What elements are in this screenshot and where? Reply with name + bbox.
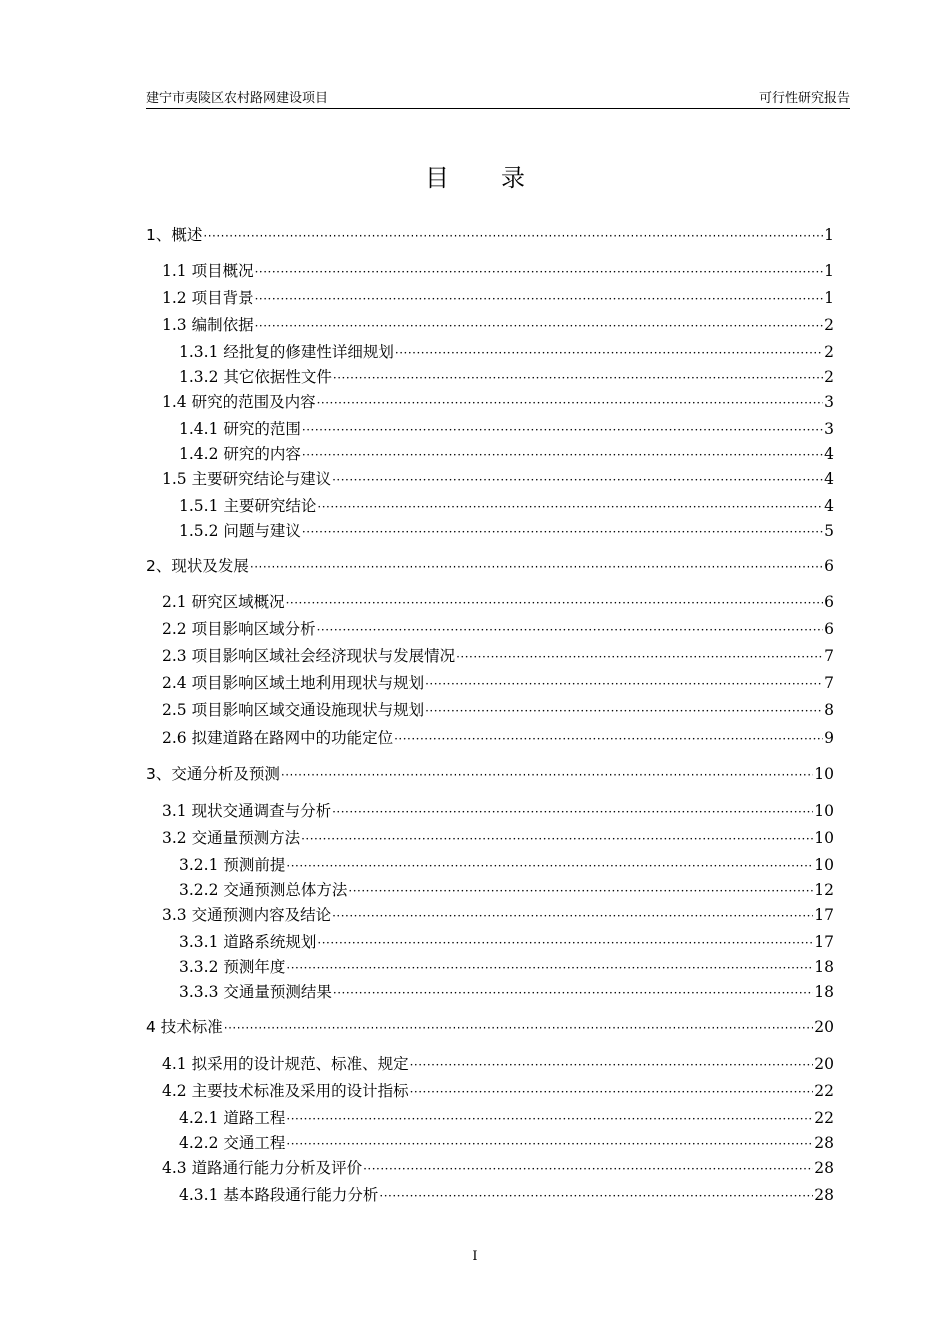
toc-entry[interactable]	[146, 555, 834, 577]
toc-entry-page: 22	[814, 1082, 834, 1100]
toc-dot-leader	[394, 728, 823, 750]
toc-entry-label: 3.2.2 交通预测总体方法	[179, 881, 348, 899]
toc-dot-leader	[332, 905, 813, 927]
toc-entry-label: 2.6 拟建道路在路网中的功能定位	[162, 729, 394, 747]
toc-entry[interactable]	[179, 854, 834, 876]
toc-entry-label: 2.1 研究区域概况	[162, 593, 285, 611]
toc-entry-page: 6	[824, 593, 834, 611]
toc-entry-label: 2.3 项目影响区域社会经济现状与发展情况	[162, 647, 456, 665]
toc-entry-page: 10	[814, 829, 834, 847]
toc-entry-page: 12	[814, 881, 834, 899]
toc-entry-label: 3.3 交通预测内容及结论	[162, 906, 332, 924]
toc-entry[interactable]	[179, 520, 834, 542]
toc-entry-page: 7	[824, 647, 834, 665]
toc-entry-label: 1、概述	[146, 226, 203, 244]
toc-entry-page: 5	[824, 522, 834, 540]
toc-dot-leader	[250, 556, 823, 578]
toc-entry[interactable]	[179, 1184, 834, 1206]
toc-dot-leader	[317, 619, 824, 641]
toc-entry-page: 28	[814, 1159, 834, 1177]
toc-dot-leader	[281, 764, 813, 786]
toc-dot-leader	[224, 1017, 813, 1039]
toc-dot-leader	[332, 469, 823, 491]
toc-dot-leader	[363, 1158, 813, 1180]
toc-entry-page: 17	[814, 933, 834, 951]
toc-entry-label: 4.1 拟采用的设计规范、标准、规定	[162, 1055, 409, 1073]
toc-entry[interactable]	[179, 931, 834, 953]
toc-entry-label: 4.2.1 道路工程	[179, 1109, 286, 1127]
toc-entry[interactable]	[179, 418, 834, 440]
toc-entry-page: 4	[824, 470, 834, 488]
toc-dot-leader	[302, 444, 823, 466]
toc-entry-page: 10	[814, 856, 834, 874]
toc-entry-page: 18	[814, 958, 834, 976]
toc-entry-label: 1.3 编制依据	[162, 316, 254, 334]
toc-dot-leader	[301, 828, 813, 850]
toc-dot-leader	[286, 1133, 813, 1155]
toc-entry[interactable]	[179, 1107, 834, 1129]
toc-entry-page: 1	[824, 289, 834, 307]
toc-dot-leader	[395, 342, 823, 364]
toc-entry-label: 1.5 主要研究结论与建议	[162, 470, 332, 488]
toc-dot-leader	[379, 1185, 813, 1207]
toc-entry-label: 3.2 交通量预测方法	[162, 829, 301, 847]
toc-entry[interactable]	[162, 1053, 834, 1075]
toc-entry-label: 2.5 项目影响区域交通设施现状与规划	[162, 701, 425, 719]
toc-entry[interactable]	[162, 1157, 834, 1179]
toc-entry-label: 3.2.1 预测前提	[179, 856, 286, 874]
toc-dot-leader	[456, 646, 823, 668]
toc-entry-page: 22	[814, 1109, 834, 1127]
header-report-type: 可行性研究报告	[758, 91, 850, 106]
toc-entry-label: 4 技术标准	[146, 1018, 223, 1036]
toc-entry-label: 1.3.1 经批复的修建性详细规划	[179, 343, 394, 361]
toc-dot-leader	[317, 932, 813, 954]
toc-entry-page: 2	[824, 343, 834, 361]
toc-entry[interactable]	[179, 495, 834, 517]
toc-entry[interactable]	[162, 672, 834, 694]
toc-entry-label: 4.2 主要技术标准及采用的设计指标	[162, 1082, 409, 1100]
toc-dot-leader	[286, 855, 813, 877]
toc-dot-leader	[286, 957, 813, 979]
toc-title-char-1: 目	[425, 164, 449, 192]
toc-entry[interactable]	[146, 224, 834, 246]
toc-dot-leader	[255, 261, 824, 283]
toc-entry-label: 1.4.1 研究的范围	[179, 420, 301, 438]
toc-entry-label: 1.4.2 研究的内容	[179, 445, 301, 463]
toc-dot-leader	[410, 1081, 814, 1103]
toc-entry[interactable]	[179, 981, 834, 1003]
toc-entry-page: 20	[814, 1018, 834, 1036]
toc-entry-page: 6	[824, 620, 834, 638]
page-number: I	[472, 1249, 478, 1264]
toc-entry-label: 2.2 项目影响区域分析	[162, 620, 316, 638]
toc-entry-label: 3.3.3 交通量预测结果	[179, 983, 332, 1001]
toc-entry-label: 1.2 项目背景	[162, 289, 254, 307]
toc-entry[interactable]	[146, 763, 834, 785]
toc-title-char-2: 录	[501, 164, 525, 192]
toc-entry-page: 2	[824, 316, 834, 334]
toc-entry-page: 28	[814, 1134, 834, 1152]
toc-entry-label: 4.3 道路通行能力分析及评价	[162, 1159, 363, 1177]
toc-entry-page: 1	[824, 262, 834, 280]
toc-dot-leader	[317, 392, 824, 414]
toc-entry[interactable]	[162, 645, 834, 667]
toc-entry[interactable]	[179, 956, 834, 978]
toc-dot-leader	[255, 315, 824, 337]
toc-entry[interactable]	[162, 314, 834, 336]
toc-entry-page: 2	[824, 368, 834, 386]
toc-entry-label: 2.4 项目影响区域土地利用现状与规划	[162, 674, 425, 692]
toc-dot-leader	[348, 880, 813, 902]
toc-entry-label: 4.3.1 基本路段通行能力分析	[179, 1186, 379, 1204]
toc-entry[interactable]	[162, 468, 834, 490]
toc-entry[interactable]	[162, 591, 834, 613]
toc-entry[interactable]	[179, 341, 834, 363]
toc-dot-leader	[425, 673, 823, 695]
toc-entry-page: 6	[824, 557, 834, 575]
toc-entry-page: 4	[824, 497, 834, 515]
toc-dot-leader	[317, 496, 823, 518]
toc-entry-page: 17	[814, 906, 834, 924]
toc-entry-page: 20	[814, 1055, 834, 1073]
toc-entry[interactable]	[162, 904, 834, 926]
toc-entry[interactable]	[162, 1080, 834, 1102]
toc-dot-leader	[255, 288, 824, 310]
toc-entry-page: 28	[814, 1186, 834, 1204]
toc-entry[interactable]	[162, 699, 834, 721]
toc-entry[interactable]	[162, 391, 834, 413]
toc-entry[interactable]	[162, 618, 834, 640]
toc-entry[interactable]	[179, 1132, 834, 1154]
toc-entry-page: 9	[824, 729, 834, 747]
toc-entry-label: 1.5.2 问题与建议	[179, 522, 301, 540]
toc-entry-label: 2、现状及发展	[146, 557, 249, 575]
toc-dot-leader	[425, 700, 823, 722]
toc-dot-leader	[203, 225, 823, 247]
toc-entry-label: 1.3.2 其它依据性文件	[179, 368, 332, 386]
toc-entry-label: 1.5.1 主要研究结论	[179, 497, 317, 515]
toc-entry-label: 3、交通分析及预测	[146, 765, 280, 783]
toc-dot-leader	[333, 982, 813, 1004]
header-project-name: 建宁市夷陵区农村路网建设项目	[146, 91, 329, 106]
toc-entry[interactable]	[179, 443, 834, 465]
toc-entry[interactable]	[162, 287, 834, 309]
toc-entry-page: 4	[824, 445, 834, 463]
toc-entry-label: 3.3.1 道路系统规划	[179, 933, 317, 951]
toc-entry-label: 3.1 现状交通调查与分析	[162, 802, 332, 820]
toc-dot-leader	[302, 419, 823, 441]
toc-entry[interactable]	[179, 366, 834, 388]
toc-entry[interactable]	[162, 727, 834, 749]
toc-entry[interactable]	[179, 879, 834, 901]
toc-entry-label: 4.2.2 交通工程	[179, 1134, 286, 1152]
toc-entry-page: 1	[824, 226, 834, 244]
toc-entry[interactable]	[162, 827, 834, 849]
toc-entry-page: 7	[824, 674, 834, 692]
toc-entry-page: 18	[814, 983, 834, 1001]
toc-dot-leader	[302, 521, 823, 543]
toc-entry-page: 10	[814, 765, 834, 783]
toc-entry[interactable]	[162, 260, 834, 282]
toc-dot-leader	[286, 592, 824, 614]
toc-dot-leader	[332, 801, 813, 823]
toc-entry-page: 3	[824, 420, 834, 438]
toc-entry[interactable]	[162, 800, 834, 822]
toc-entry-page: 8	[824, 701, 834, 719]
toc-entry-page: 3	[824, 393, 834, 411]
toc-entry-label: 1.4 研究的范围及内容	[162, 393, 316, 411]
toc-entry[interactable]	[146, 1016, 834, 1038]
toc-dot-leader	[333, 367, 823, 389]
toc-entry-page: 10	[814, 802, 834, 820]
toc-dot-leader	[286, 1108, 813, 1130]
toc-dot-leader	[410, 1054, 814, 1076]
toc-entry-label: 1.1 项目概况	[162, 262, 254, 280]
toc-entry-label: 3.3.2 预测年度	[179, 958, 286, 976]
